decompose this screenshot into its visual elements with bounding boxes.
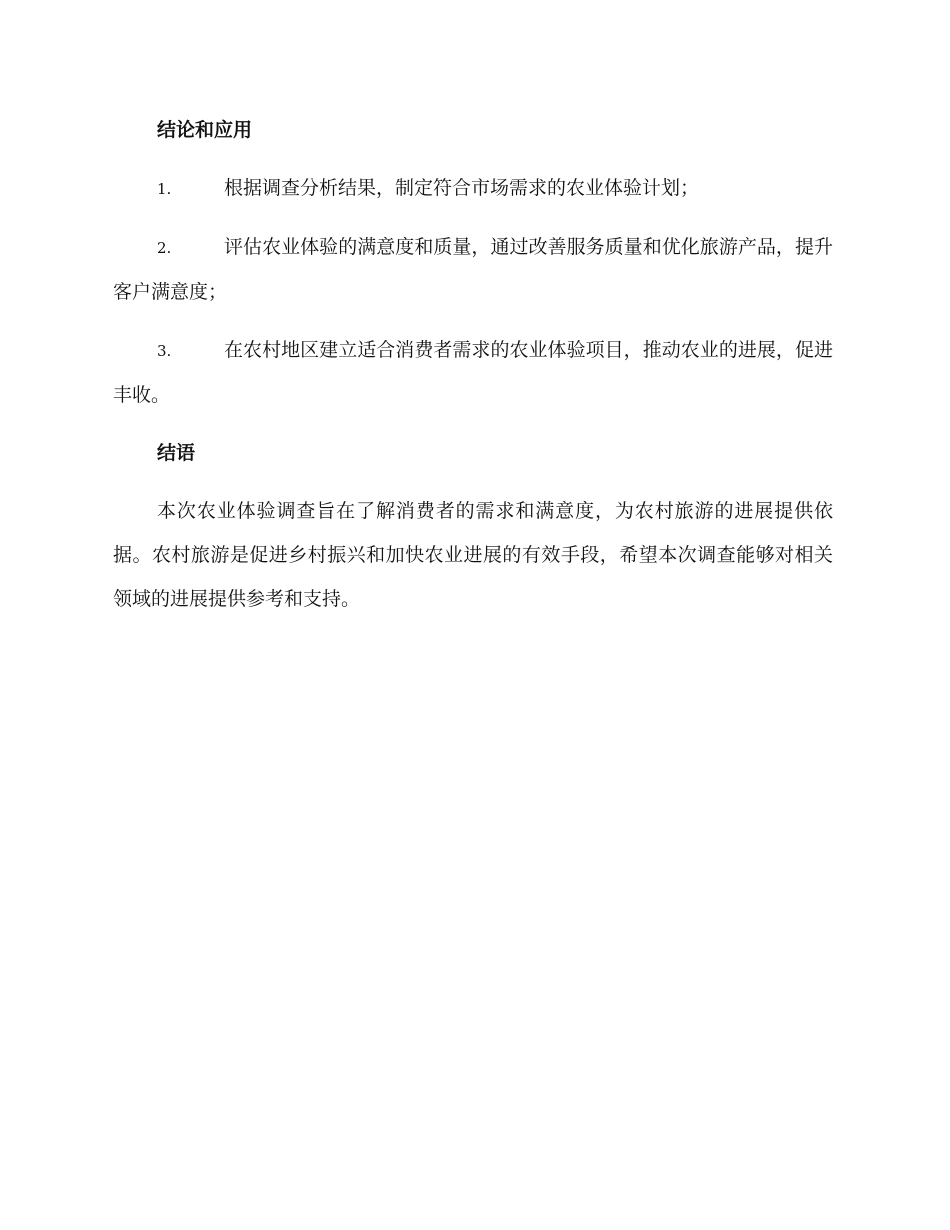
list-item-number: 1.	[157, 180, 172, 198]
list-item-text: 根据调查分析结果，制定符合市场需求的农业体验计划；	[224, 177, 700, 199]
list-item	[113, 225, 833, 314]
closing-paragraph: 本次农业体验调查旨在了解消费者的需求和满意度，为农村旅游的进展提供依据。农村旅游是促进乡村振兴和加快农业进展的有效手段，希望本次调查能够对相关领域的进展提供参考和支持。	[113, 500, 833, 610]
document-body	[113, 108, 833, 621]
list-item-text: 评估农业体验的满意度和质量，通过改善服务质量和优化旅游产品，提升客户满意度；	[113, 236, 833, 303]
section-heading-closing: 结语	[157, 442, 196, 464]
list-item-number: 2.	[157, 239, 172, 257]
list-item-text: 在农村地区建立适合消费者需求的农业体验项目，推动农业的进展，促进丰收。	[113, 339, 833, 406]
list-item-number: 3.	[157, 342, 172, 360]
section-heading-conclusion: 结论和应用	[157, 119, 253, 141]
list-item	[113, 166, 833, 211]
list-item	[113, 328, 833, 417]
